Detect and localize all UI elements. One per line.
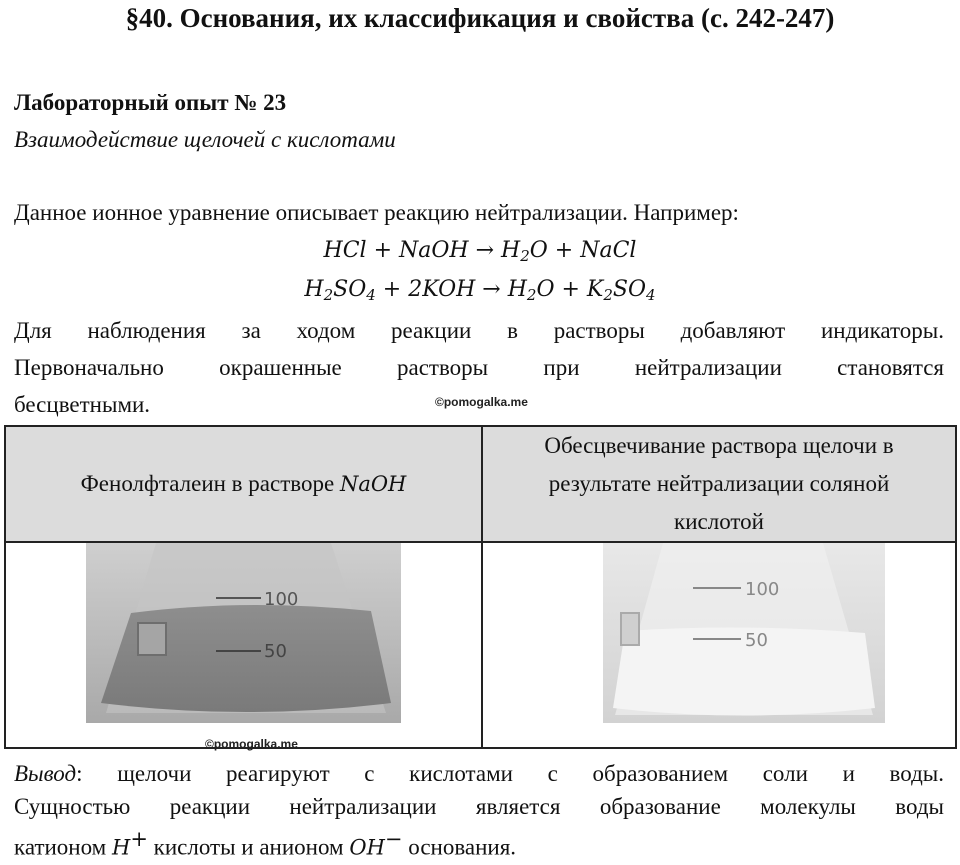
cation-formula: H	[111, 835, 131, 860]
observation-line-3: бесцветными.	[14, 392, 151, 417]
right-header-line-1: Обесцвечивание раствора щелочи в	[544, 433, 894, 458]
left-header-formula: NaOH	[339, 472, 407, 496]
anion-formula: OH	[349, 835, 385, 860]
right-mark-50: 50	[745, 630, 768, 651]
watermark-top: ©pomogalka.me	[435, 395, 528, 409]
conclusion-line-3b: кислоты и анионом	[147, 834, 350, 860]
formula-2-p5: SO	[612, 277, 647, 302]
phenolphthalein-flask-photo	[86, 543, 401, 723]
observation-line-1: Для наблюдения за ходом реакции в растворы добавляют индикаторы.	[14, 318, 944, 343]
formula-1	[0, 238, 960, 265]
lab-subtitle: Взаимодействие щелочей с кислотами	[14, 127, 396, 152]
formula-2-s2: 4	[366, 286, 376, 304]
lab-title: Лабораторный опыт № 23	[14, 90, 287, 115]
formula-2	[0, 277, 960, 304]
anion-charge: −	[384, 827, 403, 851]
right-header-cell	[482, 426, 956, 542]
formula-2-s3: 2	[526, 286, 537, 304]
conclusion-line-3c: основания.	[402, 834, 517, 860]
formula-2-s4: 2	[603, 286, 613, 304]
formula-1-sub: 2	[520, 247, 530, 265]
formula-2-p4: O + K	[536, 277, 604, 302]
formula-2-p2: SO	[333, 277, 367, 302]
neutralized-flask-photo	[603, 543, 885, 723]
cation-charge: +	[130, 827, 148, 851]
conclusion	[14, 757, 944, 865]
left-photo-cell	[5, 542, 482, 748]
flask-pink-image	[86, 543, 401, 723]
left-header-cell	[5, 426, 482, 542]
left-mark-50: 50	[264, 641, 287, 662]
intro-text: Данное ионное уравнение описывает реакцию нейтрализации. Например:	[14, 200, 739, 225]
conclusion-line-2: Сущностью реакции нейтрализации является образование молекулы воды	[14, 794, 944, 819]
conclusion-label: Вывод	[14, 761, 77, 786]
right-header-line-2: результате нейтрализации соляной	[548, 471, 890, 496]
conclusion-line-3	[14, 823, 944, 865]
conclusion-line-1	[14, 757, 944, 790]
page-title: §40. Основания, их классификация и свойства (с. 242-247)	[125, 3, 835, 33]
watermark-bottom: ©pomogalka.me	[205, 737, 298, 751]
formula-2-p1: H	[304, 277, 324, 302]
experiment-table	[4, 425, 957, 749]
formula-2-s5: 4	[646, 286, 656, 304]
right-mark-100: 100	[745, 579, 780, 600]
left-header-text: Фенолфталеин в растворе	[80, 471, 340, 496]
conclusion-line-1-text: : щелочи реагируют с кислотами с образованием соли и воды.	[76, 761, 944, 786]
formula-2-s1: 2	[323, 286, 334, 304]
flask-clear-image	[603, 543, 885, 723]
formula-1-part-b: O + NaCl	[529, 238, 637, 263]
formula-2-p3: + 2KOH → H	[375, 277, 527, 302]
formula-1-part-a: HCl + NaOH → H	[323, 238, 521, 263]
observation-line-2: Первоначально окрашенные растворы при нейтрализации становятся	[14, 355, 944, 380]
right-photo-cell	[482, 542, 956, 748]
left-mark-100: 100	[264, 589, 299, 610]
conclusion-line-3a: катионом	[14, 834, 112, 860]
right-header-line-3: кислотой	[674, 509, 764, 534]
